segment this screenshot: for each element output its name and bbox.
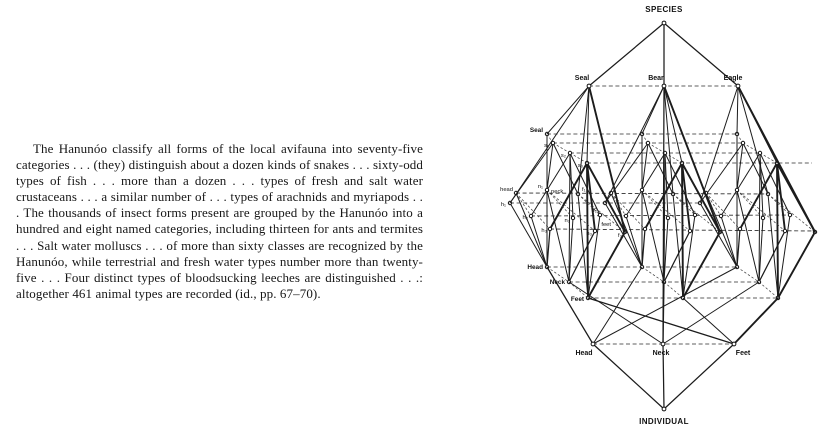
seal-individual-3-label: s₃ xyxy=(577,163,583,169)
individual-label: INDIVIDUAL xyxy=(639,417,689,426)
species-label: SPECIES xyxy=(645,5,683,14)
h1-label: h₁ xyxy=(500,202,506,208)
feet-class-label: Feet xyxy=(570,296,584,303)
head-class-label: Head xyxy=(527,264,543,271)
bottom-head-label: Head xyxy=(575,350,593,357)
taxonomy-lattice-diagram xyxy=(485,0,825,430)
excerpt-paragraph: The Hanunóo classify all forms of the local avifauna into seventy-five categories . . . (they) distinguish about a dozen kinds of snakes . . . sixty-odd types of fish . . . more than a dozen . . . types of fresh and salt water crustaceans . . . a similar number of . . . types of arachnids and myriapods . . . The thousands of insect forms present are grouped by the Hanunóo into a hundred and eight named categories, including thirteen for ants and termites . . . Salt water molluscs . . . of more than sixty classes are recognized by the Hanunóo, while terrestrial and fresh water types number more than twenty-five . . . Four distinct types of bloodsucking leeches are distinguished . . .: altogether 461 animal types are recorded (id., pp. 67–70). xyxy=(16,141,423,301)
f2-label: f₂ xyxy=(593,208,597,214)
bottom-feet-label: Feet xyxy=(735,350,751,357)
seal-species-node-label: Seal xyxy=(529,127,543,134)
bottom-neck-label: Neck xyxy=(652,350,670,357)
eagle-label: Eagle xyxy=(723,75,743,82)
n3-label: n₃ xyxy=(586,231,592,237)
n1-label: n₁ xyxy=(537,184,543,190)
head-type-label: head xyxy=(500,187,513,193)
seal-individual-2-label: s₂ xyxy=(560,153,566,159)
h2-label: h₂ xyxy=(522,215,528,221)
seal-label: Seal xyxy=(574,75,590,82)
bear-label: Bear xyxy=(648,75,664,82)
part-class-edges xyxy=(547,267,778,409)
neck-class-label: Neck xyxy=(549,279,565,286)
h3-label: h₃ xyxy=(541,228,547,234)
seal-individual-1-label: s₁ xyxy=(544,143,549,149)
f1-label: f₁ xyxy=(582,187,586,193)
feet-type-label: feet xyxy=(601,222,611,228)
n2-label: n₂ xyxy=(564,218,570,224)
neck-type-label: neck xyxy=(551,189,564,195)
species-edges xyxy=(510,23,815,344)
f3-label: f₃ xyxy=(618,233,622,239)
